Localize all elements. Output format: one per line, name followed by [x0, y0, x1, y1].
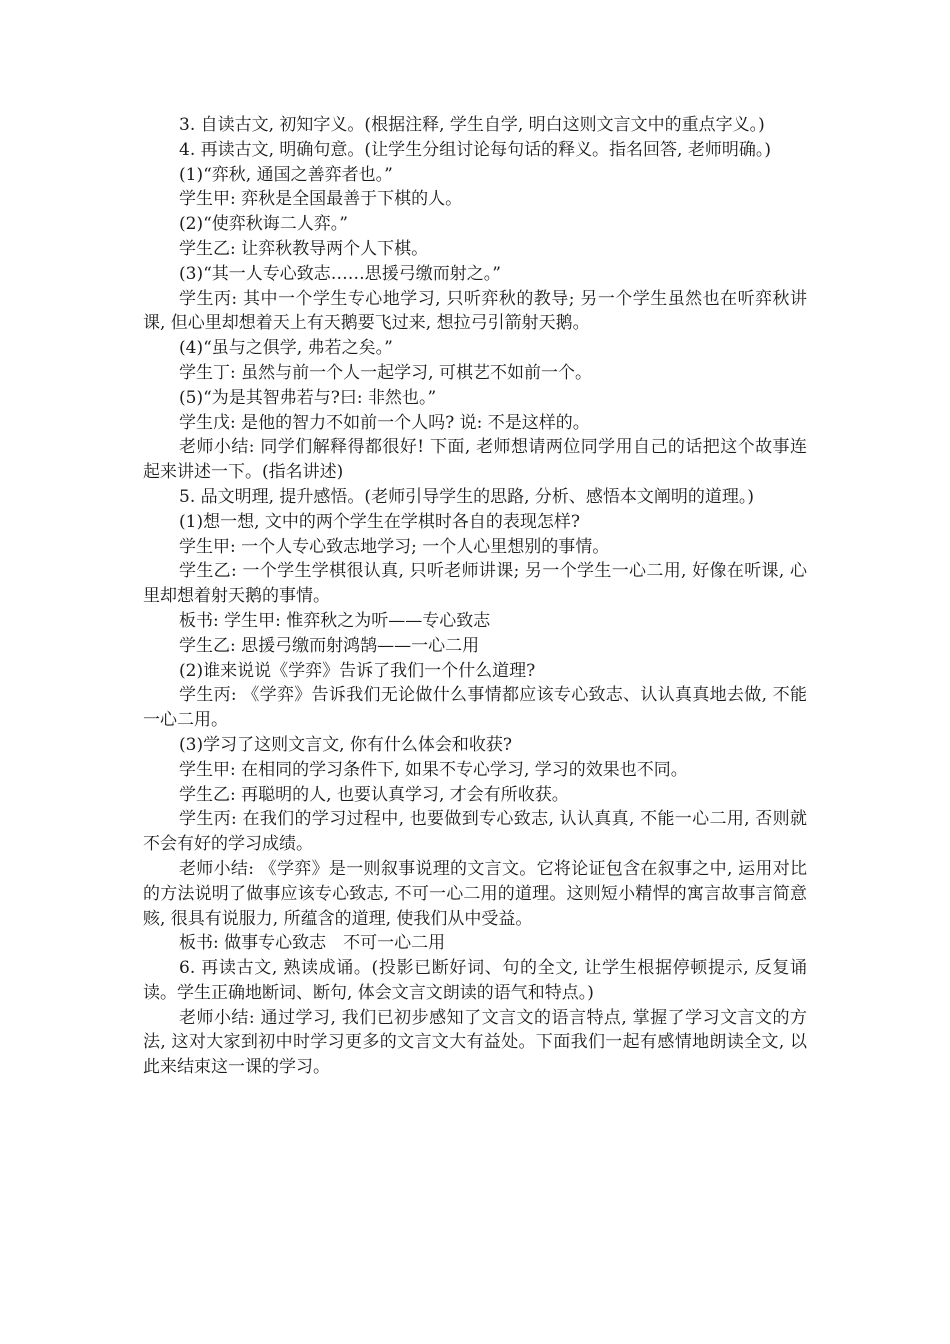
paragraph-teacher-summary: 老师小结: 同学们解释得都很好! 下面, 老师想请两位同学用自己的话把这个故事连起来讲述一下。(指名讲述)	[143, 437, 807, 483]
paragraph-quote-5: (5)“为是其智弗若与?曰: 非然也。”	[179, 387, 437, 408]
paragraph-question-1: (1)想一想, 文中的两个学生在学棋时各自的表现怎样?	[179, 511, 581, 532]
paragraph-student-answer: 学生甲: 在相同的学习条件下, 如果不专心学习, 学习的效果也不同。	[179, 759, 688, 780]
paragraph-blackboard-note: 学生乙: 思援弓缴而射鸿鹄——一心二用	[179, 635, 480, 656]
paragraph-student-answer: 学生丙: 在我们的学习过程中, 也要做到专心致志, 认认真真, 不能一心二用, 否则就不会有好的学习成绩。	[143, 809, 807, 855]
paragraph-quote-3: (3)“其一人专心致志……思援弓缴而射之。”	[179, 263, 501, 284]
paragraph-step-3: 3. 自读古文, 初知字义。(根据注释, 学生自学, 明白这则文言文中的重点字义。)	[179, 115, 765, 135]
paragraph-student-answer: 学生乙: 一个学生学棋很认真, 只听老师讲课; 另一个学生一心二用, 好像在听课, 心里却想着射天鹅的事情。	[143, 561, 807, 607]
paragraph-student-answer: 学生甲: 弈秋是全国最善于下棋的人。	[179, 189, 463, 210]
paragraph-student-answer: 学生戊: 是他的智力不如前一个人吗? 说: 不是这样的。	[179, 412, 590, 433]
paragraph-step-6: 6. 再读古文, 熟读成诵。(投影已断好词、句的全文, 让学生根据停顿提示, 反复诵读。学生正确地断词、断句, 体会文言文朗读的语气和特点。)	[143, 958, 807, 1003]
paragraph-blackboard-note: 板书: 做事专心致志 不可一心二用	[179, 933, 446, 954]
paragraph-teacher-summary: 老师小结: 《学弈》是一则叙事说理的文言文。它将论证包含在叙事之中, 运用对比的方法说明了做事应该专心致志, 不可一心二用的道理。这则短小精悍的寓言故事言简意赅, 很具有说服力, 所蕴含的道理, 使我们从中受益。	[143, 858, 807, 929]
paragraph-quote-4: (4)“虽与之俱学, 弗若之矣。”	[179, 338, 393, 359]
paragraph-question-3: (3)学习了这则文言文, 你有什么体会和收获?	[179, 734, 513, 755]
paragraph-question-2: (2)谁来说说《学弈》告诉了我们一个什么道理?	[179, 660, 536, 681]
paragraph-step-4: 4. 再读古文, 明确句意。(让学生分组讨论每句话的释义。指名回答, 老师明确。)	[179, 139, 772, 160]
document-body	[143, 113, 807, 1080]
paragraph-student-answer: 学生丙: 其中一个学生专心地学习, 只听弈秋的教导; 另一个学生虽然也在听弈秋讲课, 但心里却想着天上有天鹅要飞过来, 想拉弓引箭射天鹅。	[143, 288, 807, 334]
paragraph-student-answer: 学生乙: 让弈秋教导两个人下棋。	[179, 238, 429, 259]
paragraph-student-answer: 学生甲: 一个人专心致志地学习; 一个人心里想别的事情。	[179, 536, 610, 557]
paragraph-student-answer: 学生丙: 《学弈》告诉我们无论做什么事情都应该专心致志、认认真真地去做, 不能一心二用。	[143, 685, 807, 731]
paragraph-quote-2: (2)“使弈秋诲二人弈。”	[179, 214, 348, 235]
paragraph-student-answer: 学生乙: 再聪明的人, 也要认真学习, 才会有所收获。	[179, 784, 569, 805]
paragraph-student-answer: 学生丁: 虽然与前一个人一起学习, 可棋艺不如前一个。	[179, 362, 592, 383]
paragraph-blackboard-note: 板书: 学生甲: 惟弈秋之为听——专心致志	[179, 610, 491, 631]
paragraph-quote-1: (1)“弈秋, 通国之善弈者也。”	[179, 164, 393, 185]
paragraph-step-5: 5. 品文明理, 提升感悟。(老师引导学生的思路, 分析、感悟本文阐明的道理。)	[179, 486, 755, 507]
paragraph-teacher-summary: 老师小结: 通过学习, 我们已初步感知了文言文的语言特点, 掌握了学习文言文的方法, 这对大家到初中时学习更多的文言文大有益处。下面我们一起有感情地朗读全文, 以此来结束这一课的学习。	[143, 1007, 807, 1078]
